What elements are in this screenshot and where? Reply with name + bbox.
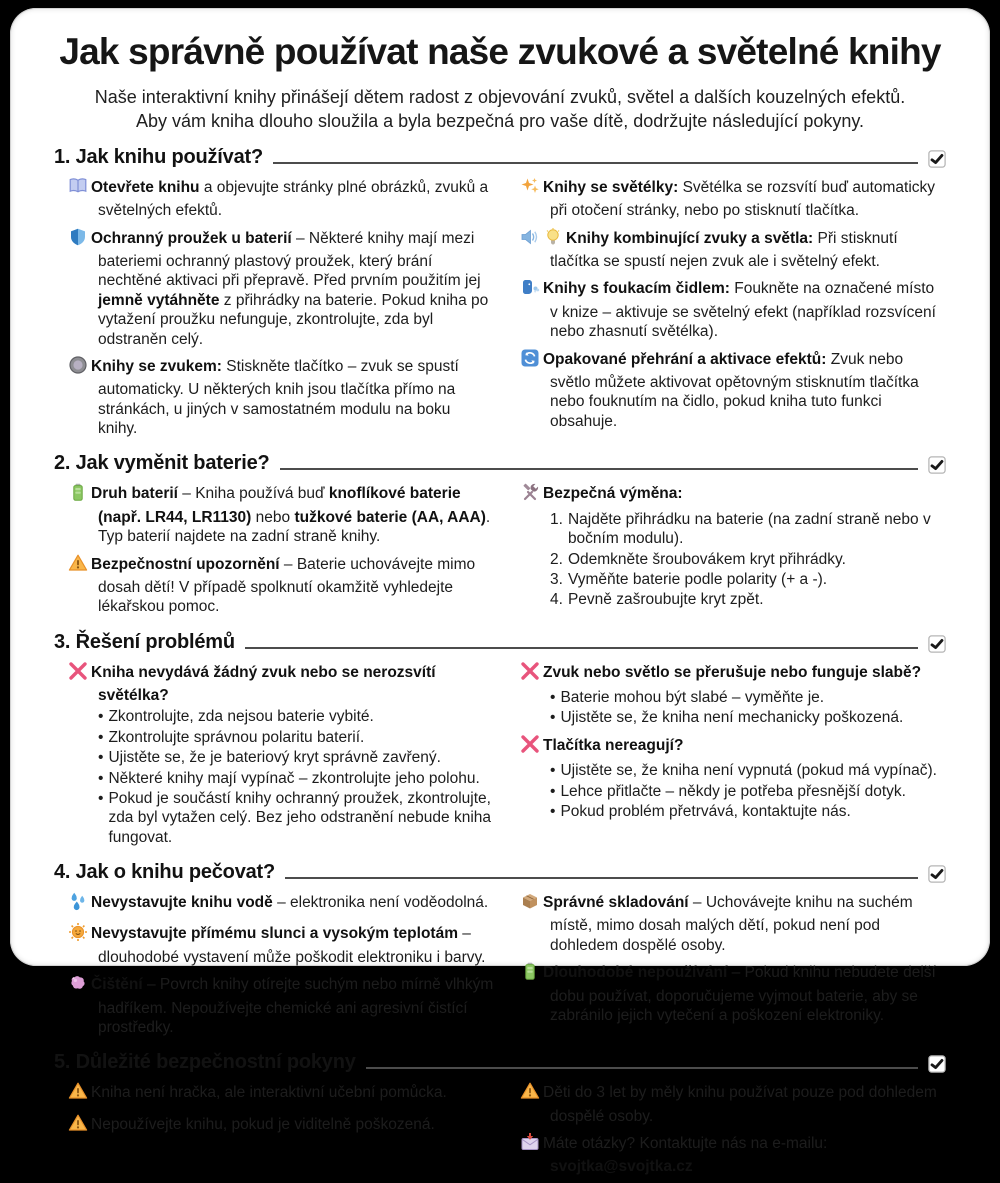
section-header xyxy=(54,452,946,475)
page-title: Jak správně používat naše zvukové a světelné knihy xyxy=(59,31,941,72)
sun-icon xyxy=(68,922,91,947)
item-text: Tlačítka nereagují? xyxy=(520,734,946,759)
section-rule xyxy=(366,1067,918,1069)
sublist-marker: • xyxy=(550,782,556,800)
section-columns xyxy=(54,661,946,853)
cross-icon xyxy=(520,734,543,759)
item-text: Nevystavujte knihu vodě – elektronika není voděodolná. xyxy=(68,891,494,916)
sublist-text: Ujistěte se, že kniha není vypnutá (pokud má vypínač). xyxy=(560,762,937,780)
lightbulb-icon xyxy=(543,227,566,252)
item-sublist xyxy=(550,688,946,728)
list-item xyxy=(68,227,494,349)
section-header xyxy=(54,631,946,654)
item-text: Bezpečná výměna: xyxy=(520,482,946,507)
section xyxy=(54,1051,946,1183)
section-rule xyxy=(245,647,918,649)
battery-icon xyxy=(68,482,91,507)
open-book-icon xyxy=(68,176,91,201)
item-text: Nevystavujte přímému slunci a vysokým teplotám – dlouhodobé vystavení může poškodit elektroniku i barvy. xyxy=(68,922,494,967)
section-column-left xyxy=(68,891,494,1043)
sublist-text: Ujistěte se, že je bateriový kryt správně zavřený. xyxy=(108,749,441,767)
list-item xyxy=(68,1113,494,1138)
checkbox-checked-icon[interactable] xyxy=(928,1055,946,1073)
item-sublist xyxy=(98,707,494,847)
section-column-left xyxy=(68,1081,494,1183)
list-item xyxy=(520,176,946,221)
list-item xyxy=(68,661,494,847)
section xyxy=(54,631,946,853)
sublist-row xyxy=(550,708,946,727)
sublist-marker: 1. xyxy=(550,510,563,528)
item-sublist xyxy=(550,510,946,610)
sublist-marker: • xyxy=(98,749,104,767)
speaker-icon xyxy=(520,227,543,252)
list-item xyxy=(520,1081,946,1126)
item-text: Kniha není hračka, ale interaktivní učební pomůcka. xyxy=(68,1081,494,1106)
blowing-face-icon xyxy=(520,277,543,302)
section-columns xyxy=(54,1081,946,1183)
section-column-left xyxy=(68,661,494,853)
list-item xyxy=(520,348,946,432)
sublist-marker: • xyxy=(550,762,556,780)
item-text: Knihy se zvukem: Stiskněte tlačítko – zvuk se spustí automaticky. U některých knih jsou tlačítka přímo na stránkách, u jiných v samostatném modulu na boku knihy. xyxy=(68,355,494,439)
list-item xyxy=(520,734,946,822)
section-column-right xyxy=(520,482,946,622)
list-item xyxy=(68,922,494,967)
section-heading: 1. Jak knihu používat? xyxy=(54,145,263,168)
sublist-row xyxy=(98,748,494,767)
section-heading: 5. Důležité bezpečnostní pokyny xyxy=(54,1051,356,1074)
sublist-row xyxy=(98,707,494,726)
sublist-marker: • xyxy=(98,728,104,746)
battery-icon xyxy=(520,961,543,986)
sublist-marker: • xyxy=(98,769,104,787)
button-icon xyxy=(68,355,91,380)
sublist-row xyxy=(550,510,946,549)
intro-line-2: Aby vám kniha dlouho sloužila a byla bezpečná pro vaše dítě, dodržujte následující pokyny. xyxy=(135,110,865,131)
section-heading: 2. Jak vyměnit baterie? xyxy=(54,452,270,475)
sublist-text: Najděte přihrádku na baterie (na zadní straně nebo v bočním modulu). xyxy=(567,510,931,548)
sublist-text: Pokud problém přetrvává, kontaktujte nás. xyxy=(560,802,851,820)
repeat-icon xyxy=(520,348,543,373)
sublist-marker: 3. xyxy=(550,570,563,588)
sublist-marker: • xyxy=(98,708,104,726)
item-sublist xyxy=(550,761,946,821)
sublist-text: Pevně zašroubujte kryt zpět. xyxy=(567,591,764,609)
checkbox-checked-icon[interactable] xyxy=(928,635,946,653)
item-text: Knihy se světélky: Světélka se rozsvítí buď automaticky při otočení stránky, nebo po stisknutí tlačítka. xyxy=(520,176,946,221)
sublist-text: Pokud je součástí knihy ochranný proužek, zkontrolujte, zda byl vytažen celý. Bez jeho odstranění nebude kniha fungovat. xyxy=(108,789,492,846)
sublist-text: Některé knihy mají vypínač – zkontrolujte jeho polohu. xyxy=(108,769,480,787)
checkbox-checked-icon[interactable] xyxy=(928,456,946,474)
section-rule xyxy=(280,468,918,470)
list-item xyxy=(520,891,946,955)
list-item xyxy=(520,961,946,1025)
sublist-marker: • xyxy=(550,709,556,727)
warning-icon xyxy=(68,553,91,578)
item-text: Máte otázky? Kontaktujte nás na e-mailu: svojtka@svojtka.cz xyxy=(520,1132,946,1177)
instruction-sheet xyxy=(10,8,990,1176)
sublist-row xyxy=(550,550,946,569)
sublist-text: Zkontrolujte správnou polaritu baterií. xyxy=(108,728,365,746)
section xyxy=(54,452,946,622)
warning-icon xyxy=(520,1081,543,1106)
warning-icon xyxy=(68,1113,91,1138)
sublist-text: Ujistěte se, že kniha není mechanicky poškozená. xyxy=(560,709,904,727)
sublist-row xyxy=(550,590,946,609)
item-text: Čištění – Povrch knihy otírejte suchým nebo mírně vlhkým hadříkem. Nepoužívejte chemické ani agresivní čistící prostředky. xyxy=(68,973,494,1037)
item-text: Knihy s foukacím čidlem: Foukněte na označené místo v knize – aktivuje se světelný efekt (například rozsvícení nebo zhasnutí světélka). xyxy=(520,277,946,341)
section-rule xyxy=(273,162,918,164)
sublist-marker: • xyxy=(550,689,556,707)
sublist-row xyxy=(550,688,946,707)
section-columns xyxy=(54,891,946,1043)
section-columns xyxy=(54,176,946,445)
tools-icon xyxy=(520,482,543,507)
email-icon xyxy=(520,1132,543,1157)
list-item xyxy=(520,277,946,341)
list-item xyxy=(68,482,494,546)
list-item xyxy=(520,661,946,728)
section-column-left xyxy=(68,176,494,445)
item-text: Ochranný proužek u baterií – Některé knihy mají mezi bateriemi ochranný plastový proužek, který brání nechtěné aktivaci při přepravě. Před prvním použitím jej jemně vytáhněte z přihrádky na baterie. Pokud kniha po vytažení proužku nefunguje, zkontrolujte, zda byl odstraněn celý. xyxy=(68,227,494,349)
sublist-row xyxy=(550,782,946,801)
sublist-text: Lehce přitlačte – někdy je potřeba přesnější dotyk. xyxy=(560,782,906,800)
section-column-right xyxy=(520,1081,946,1183)
list-item xyxy=(520,1132,946,1177)
sublist-row xyxy=(98,728,494,747)
item-text: Opakované přehrání a aktivace efektů: Zvuk nebo světlo můžete aktivovat opětovným stisknutím tlačítka nebo fouknutím na čidlo, pokud kniha tuto funkci obsahuje. xyxy=(520,348,946,432)
droplets-icon xyxy=(68,891,91,916)
sublist-marker: • xyxy=(98,789,104,807)
section-column-left xyxy=(68,482,494,622)
sparkles-icon xyxy=(520,176,543,201)
sublist-text: Vyměňte baterie podle polarity (+ a -). xyxy=(567,570,828,588)
warning-icon xyxy=(68,1081,91,1106)
sponge-icon xyxy=(68,973,91,998)
intro-line-1: Naše interaktivní knihy přinášejí dětem radost z objevování zvuků, světel a dalších kouzelných efektů. xyxy=(94,86,906,107)
section xyxy=(54,861,946,1043)
sublist-text: Odemkněte šroubovákem kryt přihrádky. xyxy=(567,550,846,568)
item-text: Dlouhodobé nepoužívání – Pokud knihu nebudete delší dobu používat, doporučujeme vyjmout baterie, aby se zabránilo jejich vytečení a poškození elektroniky. xyxy=(520,961,946,1025)
section-header xyxy=(54,146,946,169)
section-columns xyxy=(54,482,946,622)
cross-icon xyxy=(520,661,543,686)
section-header xyxy=(54,1051,946,1074)
item-text: Děti do 3 let by měly knihu používat pouze pod dohledem dospělé osoby. xyxy=(520,1081,946,1126)
sublist-row xyxy=(550,761,946,780)
sublist-marker: 4. xyxy=(550,591,563,609)
item-text: Druh baterií – Kniha používá buď knoflíkové baterie (např. LR44, LR1130) nebo tužkové baterie (AA, AAA). Typ baterií najdete na zadní straně knihy. xyxy=(68,482,494,546)
shield-icon xyxy=(68,227,91,252)
list-item xyxy=(68,176,494,221)
sublist-row xyxy=(550,802,946,821)
sublist-text: Zkontrolujte, zda nejsou baterie vybité. xyxy=(108,708,374,726)
sublist-row xyxy=(550,570,946,589)
list-item xyxy=(68,355,494,439)
section-column-right xyxy=(520,891,946,1043)
section-heading: 4. Jak o knihu pečovat? xyxy=(54,861,276,884)
sublist-row xyxy=(98,769,494,788)
sublist-text: Baterie mohou být slabé – vyměňte je. xyxy=(560,689,825,707)
list-item xyxy=(68,1081,494,1106)
sublist-marker: • xyxy=(550,802,556,820)
section-column-right xyxy=(520,661,946,853)
cross-icon xyxy=(68,661,91,686)
item-text: Knihy kombinující zvuky a světla: Při stisknutí tlačítka se spustí nejen zvuk ale i světelný efekt. xyxy=(520,227,946,272)
item-text: Nepoužívejte knihu, pokud je viditelně poškozená. xyxy=(68,1113,494,1138)
list-item xyxy=(520,227,946,272)
list-item xyxy=(68,973,494,1037)
item-text: Otevřete knihu a objevujte stránky plné obrázků, zvuků a světelných efektů. xyxy=(68,176,494,221)
section-rule xyxy=(285,877,918,879)
section-column-right xyxy=(520,176,946,445)
sublist-marker: 2. xyxy=(550,550,563,568)
item-text: Zvuk nebo světlo se přerušuje nebo funguje slabě? xyxy=(520,661,946,686)
checkbox-checked-icon[interactable] xyxy=(928,865,946,883)
checkbox-checked-icon[interactable] xyxy=(928,150,946,168)
section-header xyxy=(54,861,946,884)
list-item xyxy=(520,482,946,609)
item-text: Kniha nevydává žádný zvuk nebo se nerozsvítí světélka? xyxy=(68,661,494,706)
sublist-row xyxy=(98,789,494,847)
section xyxy=(54,146,946,445)
list-item xyxy=(68,553,494,617)
list-item xyxy=(68,891,494,916)
sections xyxy=(54,146,946,1183)
section-heading: 3. Řešení problémů xyxy=(54,630,235,653)
item-text: Bezpečnostní upozornění – Baterie uchovávejte mimo dosah dětí! V případě spolknutí okamžitě vyhledejte lékařskou pomoc. xyxy=(68,553,494,617)
box-icon xyxy=(520,891,543,916)
item-text: Správné skladování – Uchovávejte knihu na suchém místě, mimo dosah malých dětí, pokud není pod dohledem dospělé osoby. xyxy=(520,891,946,955)
